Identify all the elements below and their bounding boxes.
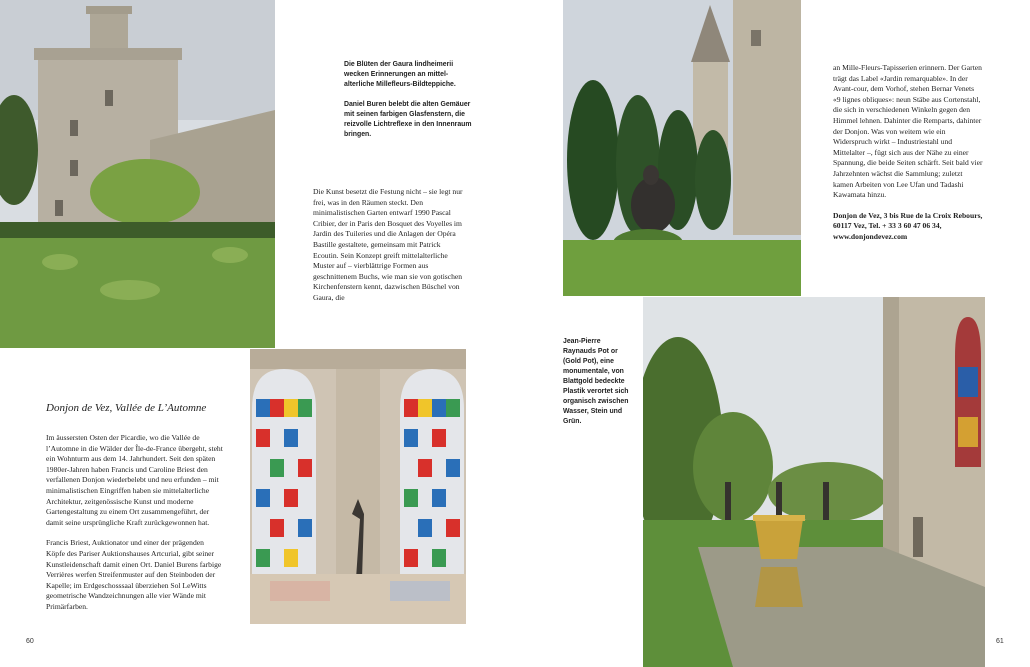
caption-top-line1: Die Blüten der Gaura lindheimerii wecken Erinnerungen an mittel-alterliche Millefleurs-Bildteppiche. [344,61,456,88]
body-text-middle: Die Kunst besetzt die Festung nicht – sie legt nur frei, was in den Räumen steckt. Den minimalistischen Garten entwarf 1990 Pascal Cribier, der in Paris den Bosquet des Voyelles im Jardin des Tuileries und die Anlagen der Opéra Bastille gestaltete, gemeinsam mit Patrick Ecoutin. Sein Konzept greift mittelalterliche Muster auf – vierblättrige Formen aus geschnittenem Buchs, wie man sie von gotischen Kirchenfenstern kennt, dazwischen Büschel von Gaura, die [313,187,463,302]
caption-right: Jean-Pierre Raynauds Pot or (Gold Pot), eine monumentale, von Blattgold bedeckte Plastik verortet sich organisch zwischen Wasser, Stein und Grün. [563,338,629,425]
caption-top-line2: Daniel Buren belebt die alten Gemäuer mit seinen farbigen Glasfenstern, die reizvolle Lichtreflexe in den Innenraum bringen. [344,101,472,138]
body-text-left [46,433,224,613]
photo-chapel-windows [250,349,466,624]
photo-cypress-sculpture [563,0,801,296]
page-number-left: 60 [26,638,34,645]
body-left-paragraph-2: Francis Briest, Auktionator und einer der prägenden Köpfe des Pariser Auktionshauses Artcurial, gibt seiner Kunstleidenschaft damit einen Ort. Daniel Burens farbige Verrières werfen Streifenmuster auf den Steinboden der Kapelle; im Erdgeschosssaal überziehen Sol LeWitts geometrische Wandzeichnungen alle vier Wände mit Primärfarben. [46,538,222,611]
caption-top [344,60,472,140]
photo-gold-pot-pool [643,297,985,667]
body-left-paragraph-1: Im äussersten Osten der Picardie, wo die Vallée de l’Automne in die Wälder der Île-de-France übergeht, steht ein Wohnturm aus dem 14. Jahrhundert. Seit den späten 1980er-Jahren haben Francis und Caroline Briest den verfallenen Donjon wiederbelebt und neu erfunden – mit minimalistischen Eingriffen haben sie mittelalterliche Architektur, zeitgenössische Kunst und moderne Gartengestaltung zu einem Ort zusammengeführt, der damit seine ursprüngliche Kraft zurückgewonnen hat. [46,433,223,527]
article-heading: Donjon de Vez, Vallée de L’Automne [46,402,207,414]
photo-castle-garden [0,0,275,348]
page-number-right: 61 [996,638,1004,645]
address-block: Donjon de Vez, 3 bis Rue de la Croix Rebours, 60117 Vez, Tel. + 33 3 60 47 06 34, www.donjondevez.com [833,210,983,241]
body-text-right: an Mille-Fleurs-Tapisserien erinnern. Der Garten trägt das Label «Jardin remarquable». In der Avant-cour, dem Vorhof, stehen Bernar Venets «9 lignes obliques»: neun Stäbe aus Cortenstahl, die sich in verschiedenen Winkeln gegen den Himmel lehnen. Dahinter die Remparts, dahinter der Donjon. Was von weitem wie ein Widerspruch wirkt – Industriestahl und Mittelalter –, fügt sich aus der Nähe zu einer Spannung, die beide Seiten schärft. Seit bald vier Jahrzehnten wächst die Sammlung; zuletzt kamen Arbeiten von Lee Ufan und Tadashi Kawamata hinzu. Donjon de Vez, 3 bis Rue de la Croix Rebours, 60117 Vez, Tel. + 33 3 60 47 06 34, www.donjondevez.com [833,63,983,241]
